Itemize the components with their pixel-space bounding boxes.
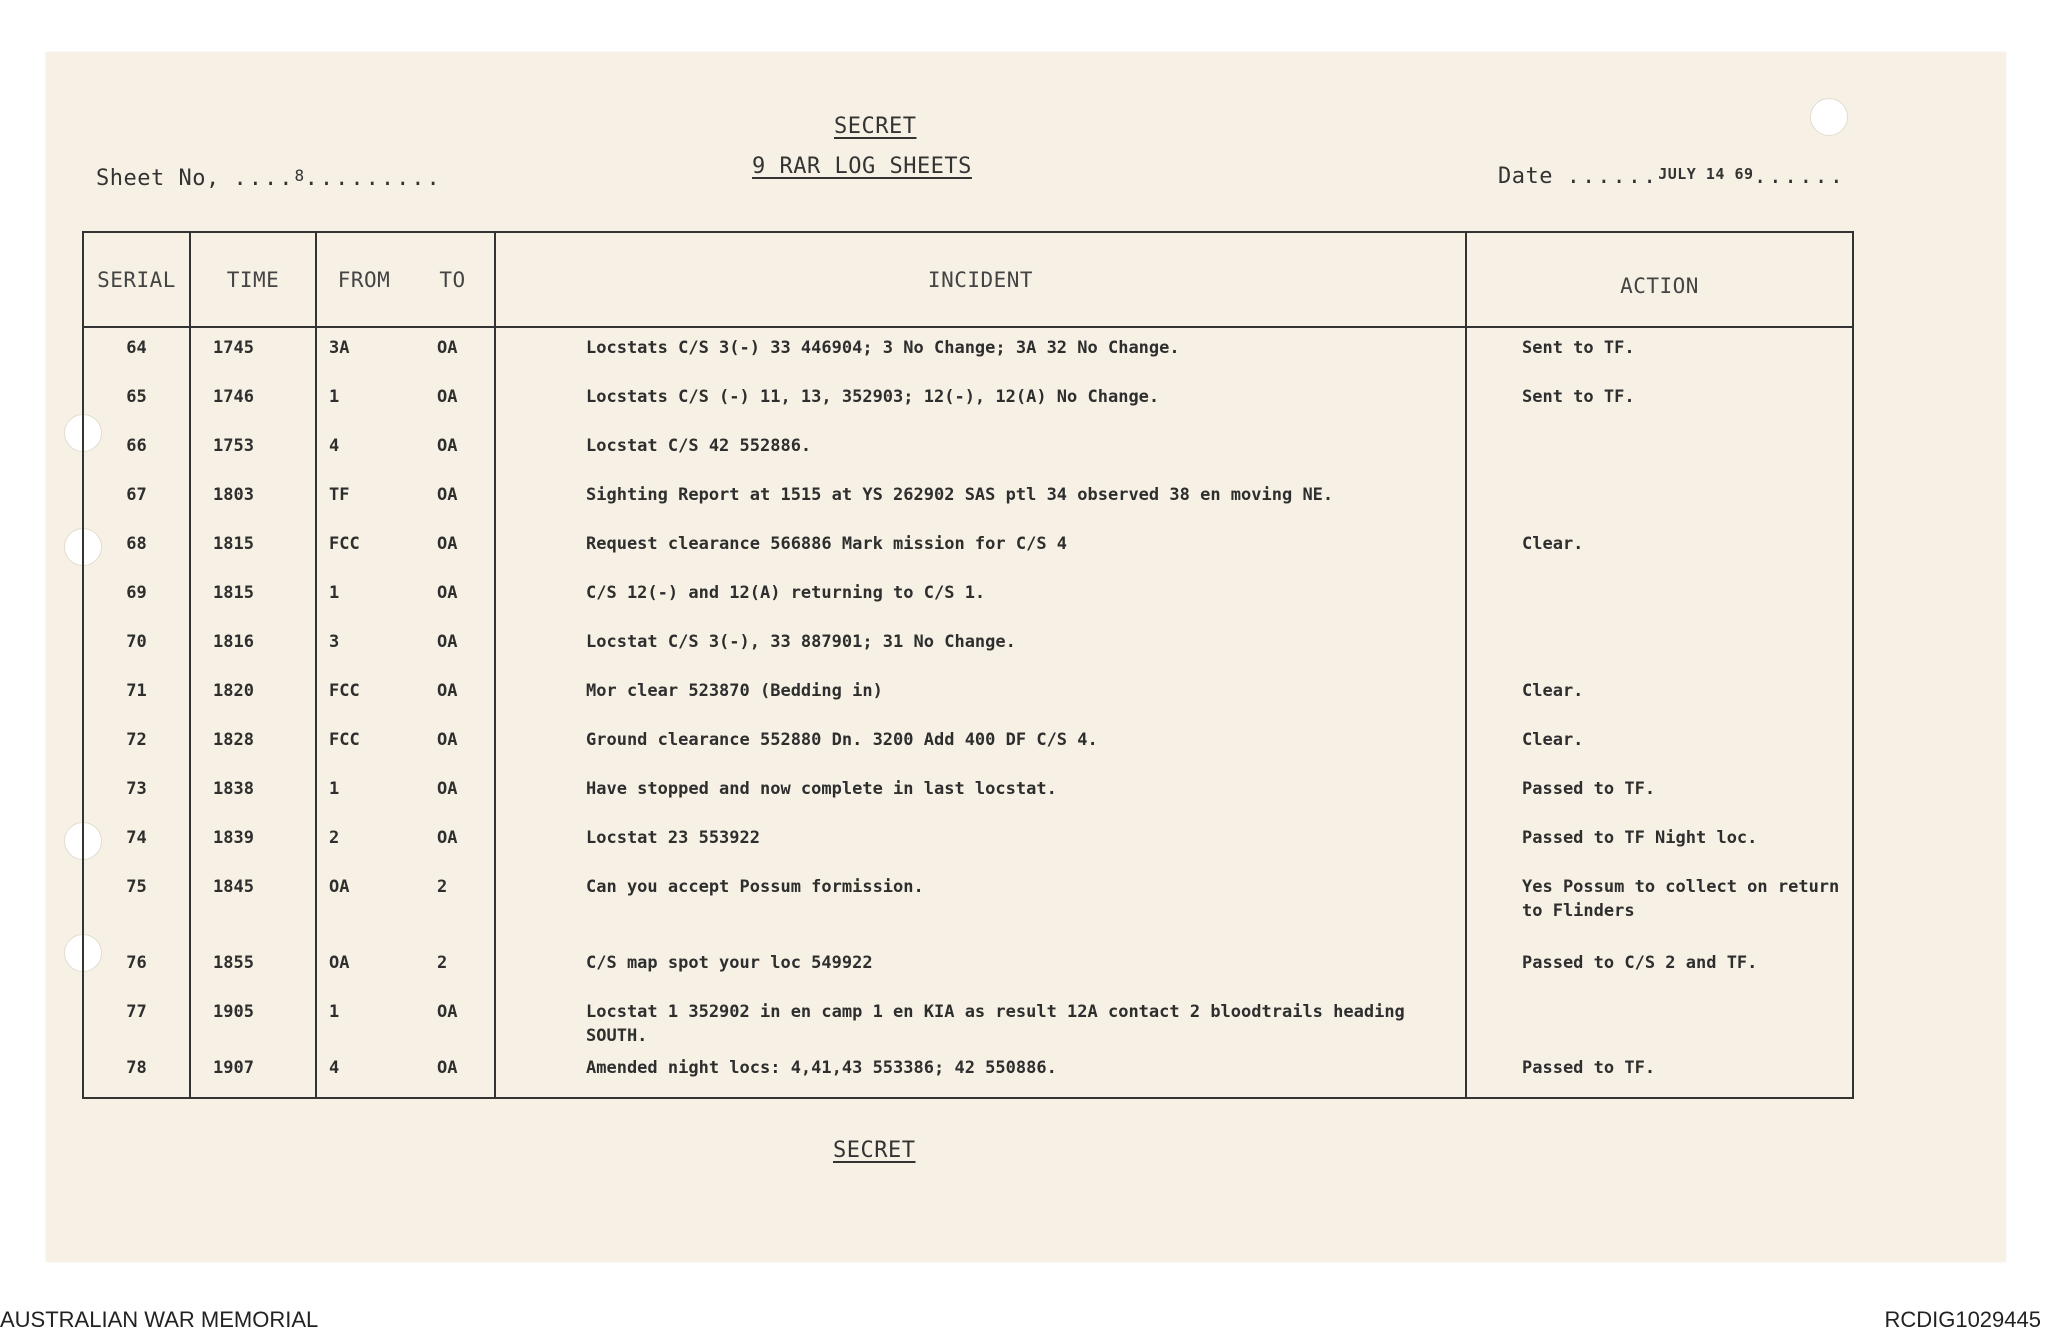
- cell-to: OA: [437, 583, 458, 603]
- cell-from: 1: [316, 573, 411, 622]
- cell-from: TF: [316, 475, 411, 524]
- cell-to: 2: [437, 953, 448, 973]
- cell-action: Clear.: [1466, 524, 1853, 573]
- log-table: [82, 231, 1854, 1099]
- cell-action: Passed to TF.: [1466, 1048, 1853, 1098]
- cell-incident: Locstat 1 352902 in en camp 1 en KIA as result 12A contact 2 bloodtrails heading SOUTH.: [495, 992, 1466, 1048]
- cell-serial: 71: [83, 671, 190, 720]
- column-header-incident: INCIDENT: [495, 232, 1466, 327]
- cell-action: [1466, 992, 1853, 1048]
- cell-serial: 78: [83, 1048, 190, 1098]
- cell-incident: Mor clear 523870 (Bedding in): [495, 671, 1466, 720]
- table-row: [83, 992, 1853, 1048]
- cell-to: OA: [437, 681, 458, 701]
- table-row: [83, 327, 1853, 377]
- cell-time: 1815: [190, 573, 316, 622]
- table-body: [83, 327, 1853, 1098]
- cell-from: 3: [316, 622, 411, 671]
- sheet-label: Sheet No,: [96, 166, 220, 191]
- cell-incident: Locstat C/S 3(-), 33 887901; 31 No Change.: [495, 622, 1466, 671]
- cell-action: Clear.: [1466, 720, 1853, 769]
- cell-from: 2: [316, 818, 411, 867]
- cell-from: OA: [316, 943, 411, 992]
- cell-action: [1466, 622, 1853, 671]
- cell-from: 1: [316, 992, 411, 1048]
- cell-action: Clear.: [1466, 671, 1853, 720]
- cell-to: OA: [437, 1058, 458, 1078]
- column-header-to: TO: [411, 232, 495, 327]
- cell-incident: C/S 12(-) and 12(A) returning to C/S 1.: [495, 573, 1466, 622]
- cell-from: 4: [316, 426, 411, 475]
- cell-action: Passed to TF Night loc.: [1466, 818, 1853, 867]
- cell-to: OA: [437, 730, 458, 750]
- column-header-action: ACTION: [1466, 232, 1853, 327]
- cell-to: OA: [437, 534, 458, 554]
- table-row: [83, 1048, 1853, 1098]
- cell-time: 1845: [190, 867, 316, 943]
- cell-time: 1803: [190, 475, 316, 524]
- document-title: 9 RAR LOG SHEETS: [752, 154, 972, 179]
- cell-time: 1838: [190, 769, 316, 818]
- cell-serial: 65: [83, 377, 190, 426]
- cell-action: [1466, 426, 1853, 475]
- punch-hole: [1810, 98, 1848, 136]
- bottom-classification: SECRET: [833, 1138, 916, 1163]
- cell-from: FCC: [316, 720, 411, 769]
- cell-to: OA: [437, 387, 458, 407]
- date-label: Date: [1498, 164, 1553, 189]
- cell-serial: 67: [83, 475, 190, 524]
- cell-serial: 76: [83, 943, 190, 992]
- cell-action: Sent to TF.: [1466, 377, 1853, 426]
- table-row: [83, 377, 1853, 426]
- cell-time: 1855: [190, 943, 316, 992]
- cell-incident: Locstat 23 553922: [495, 818, 1466, 867]
- archive-credit: AUSTRALIAN WAR MEMORIAL: [0, 1307, 319, 1332]
- cell-serial: 70: [83, 622, 190, 671]
- cell-from: 1: [316, 769, 411, 818]
- cell-time: 1815: [190, 524, 316, 573]
- cell-to: OA: [437, 338, 458, 358]
- date-value: JULY 14 69: [1658, 165, 1754, 183]
- cell-from: FCC: [316, 524, 411, 573]
- cell-serial: 77: [83, 992, 190, 1048]
- column-header-from: FROM: [316, 232, 411, 327]
- table-row: [83, 720, 1853, 769]
- cell-serial: 75: [83, 867, 190, 943]
- cell-to: OA: [437, 779, 458, 799]
- cell-incident: Ground clearance 552880 Dn. 3200 Add 400 DF C/S 4.: [495, 720, 1466, 769]
- cell-action: Passed to TF.: [1466, 769, 1853, 818]
- cell-time: 1839: [190, 818, 316, 867]
- column-header-serial: SERIAL: [83, 232, 190, 327]
- cell-serial: 64: [83, 327, 190, 377]
- cell-serial: 68: [83, 524, 190, 573]
- cell-to: OA: [437, 632, 458, 652]
- cell-time: 1746: [190, 377, 316, 426]
- table-row: [83, 524, 1853, 573]
- cell-incident: C/S map spot your loc 549922: [495, 943, 1466, 992]
- sheet-number-field: Sheet No, ....8.........: [96, 166, 442, 191]
- cell-time: 1753: [190, 426, 316, 475]
- top-classification: SECRET: [834, 114, 917, 139]
- cell-incident: Amended night locs: 4,41,43 553386; 42 550886.: [495, 1048, 1466, 1098]
- table-row: [83, 573, 1853, 622]
- cell-from: 3A: [316, 327, 411, 377]
- cell-time: 1745: [190, 327, 316, 377]
- table-row: [83, 943, 1853, 992]
- cell-action: [1466, 475, 1853, 524]
- cell-incident: Locstat C/S 42 552886.: [495, 426, 1466, 475]
- table-row: [83, 622, 1853, 671]
- column-header-time: TIME: [190, 232, 316, 327]
- cell-to: 2: [437, 877, 448, 897]
- cell-from: 1: [316, 377, 411, 426]
- cell-serial: 66: [83, 426, 190, 475]
- cell-serial: 72: [83, 720, 190, 769]
- cell-to: OA: [437, 1002, 458, 1022]
- cell-time: 1816: [190, 622, 316, 671]
- table-row: [83, 671, 1853, 720]
- cell-incident: Locstats C/S (-) 11, 13, 352903; 12(-), 12(A) No Change.: [495, 377, 1466, 426]
- cell-action: Passed to C/S 2 and TF.: [1466, 943, 1853, 992]
- table-header-row: [83, 232, 1853, 327]
- cell-serial: 69: [83, 573, 190, 622]
- sheet-number: 8: [294, 166, 305, 185]
- cell-incident: Locstats C/S 3(-) 33 446904; 3 No Change; 3A 32 No Change.: [495, 327, 1466, 377]
- cell-to: OA: [437, 436, 458, 456]
- table-row: [83, 818, 1853, 867]
- table-row: [83, 867, 1853, 943]
- cell-to: OA: [437, 485, 458, 505]
- cell-action: [1466, 573, 1853, 622]
- cell-from: FCC: [316, 671, 411, 720]
- cell-from: 4: [316, 1048, 411, 1098]
- cell-action: Sent to TF.: [1466, 327, 1853, 377]
- cell-serial: 73: [83, 769, 190, 818]
- cell-time: 1907: [190, 1048, 316, 1098]
- table-row: [83, 426, 1853, 475]
- cell-time: 1820: [190, 671, 316, 720]
- archive-id: RCDIG1029445: [1884, 1307, 2041, 1332]
- cell-serial: 74: [83, 818, 190, 867]
- cell-action: Yes Possum to collect on return to Flinders: [1466, 867, 1853, 943]
- cell-time: 1905: [190, 992, 316, 1048]
- cell-incident: Request clearance 566886 Mark mission for C/S 4: [495, 524, 1466, 573]
- table-row: [83, 475, 1853, 524]
- cell-incident: Sighting Report at 1515 at YS 262902 SAS ptl 34 observed 38 en moving NE.: [495, 475, 1466, 524]
- cell-to: OA: [437, 828, 458, 848]
- cell-incident: Have stopped and now complete in last locstat.: [495, 769, 1466, 818]
- date-field: Date ......JULY 14 69......: [1498, 164, 1846, 189]
- cell-time: 1828: [190, 720, 316, 769]
- table-row: [83, 769, 1853, 818]
- cell-incident: Can you accept Possum formission.: [495, 867, 1466, 943]
- cell-from: OA: [316, 867, 411, 943]
